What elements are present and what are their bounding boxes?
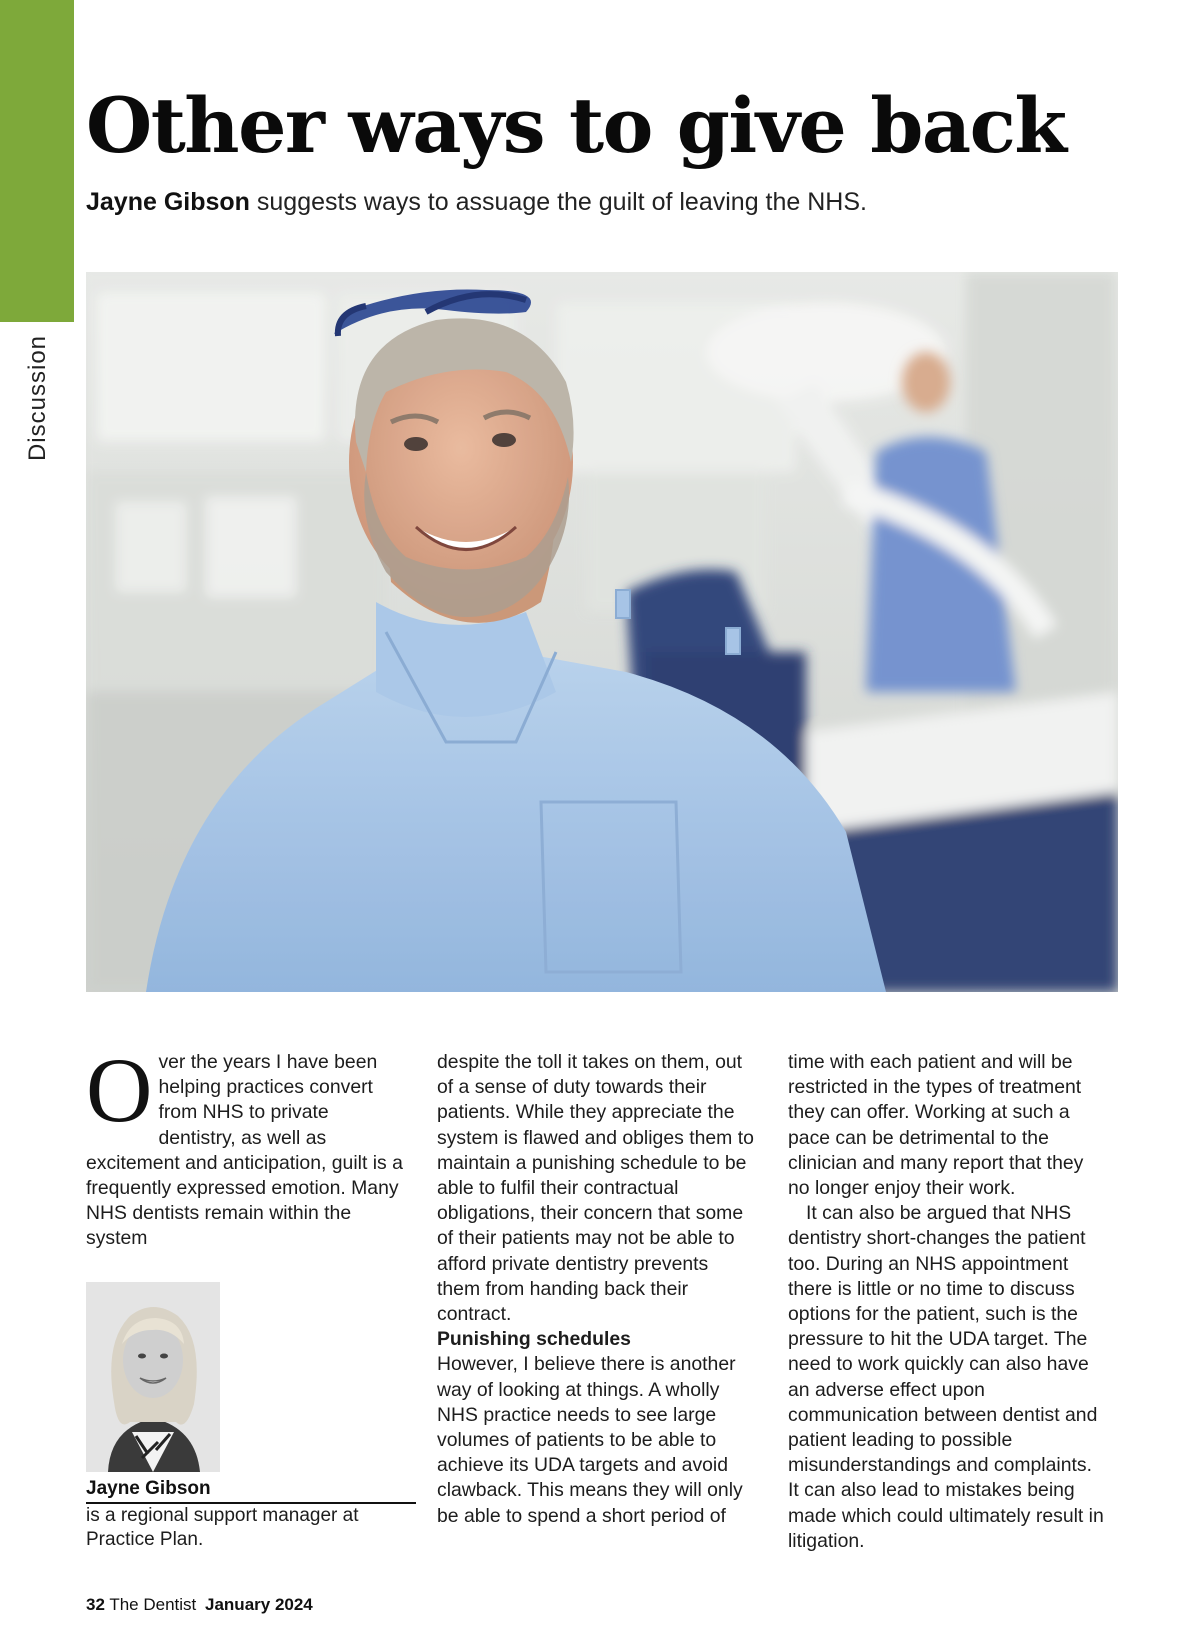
author-name: Jayne Gibson [86,1477,416,1504]
paragraph: time with each patient and will be restricted in the types of treatment they can offer. Working at such a pace can be detrimental to the clinician and many report that they no longer enjoy their work. [788,1051,1084,1200]
dentist-photo-illustration [86,272,1118,992]
article-column-1 [86,1039,404,1252]
paragraph: It can also be argued that NHS dentistry short-changes the patient too. During an NHS appointment there is little or no time to discuss options for the patient, such is the pressure to hit the UDA target. The need to work quickly can also have an adverse effect upon communication between dentist and patient leading to possible misunderstandings and complaints. It can also lead to mistakes being made which could ultimately result in litigation. [788,1202,1104,1552]
subheading: Punishing schedules [437,1328,631,1351]
issue-date: January 2024 [205,1595,313,1614]
page-footer [86,1595,313,1615]
paragraph: However, I believe there is another way of looking at things. A wholly NHS practice needs to see large volumes of patients to be able to achieve its UDA targets and avoid clawback. This means they will only be able to spend a short period of [437,1353,743,1527]
headline: Other ways to give back [86,81,1066,170]
author-portrait-illustration [86,1282,220,1472]
article-column-3 [788,1050,1106,1554]
standfirst-text: suggests ways to assuage the guilt of leaving the NHS. [249,188,867,216]
standfirst-author: Jayne Gibson [86,188,250,216]
drop-cap: O [86,1039,153,1141]
article-column-2 [437,1050,755,1529]
hero-photo [86,272,1118,992]
paragraph: despite the toll it takes on them, out of a sense of duty towards their patients. While they appreciate the system is flawed and obliges them to maintain a punishing schedule to be able to fulfil their contractual obligations, their concern that some of their patients may not be able to afford private dentistry prevents them from handing back their contract. [437,1051,754,1326]
section-accent-bar [0,0,74,322]
author-bio: is a regional support manager at Practice Plan. [86,1505,359,1550]
page-number: 32 [86,1595,105,1614]
paragraph: ver the years I have been helping practices convert from NHS to private dentistry, as well as excitement and anticipation, guilt is a frequently expressed emotion. Many NHS dentists remain within the system [86,1051,403,1250]
section-label: Discussion [24,334,51,462]
standfirst [86,188,867,217]
publication-name: The Dentist [109,1595,197,1614]
author-photo [86,1282,220,1472]
